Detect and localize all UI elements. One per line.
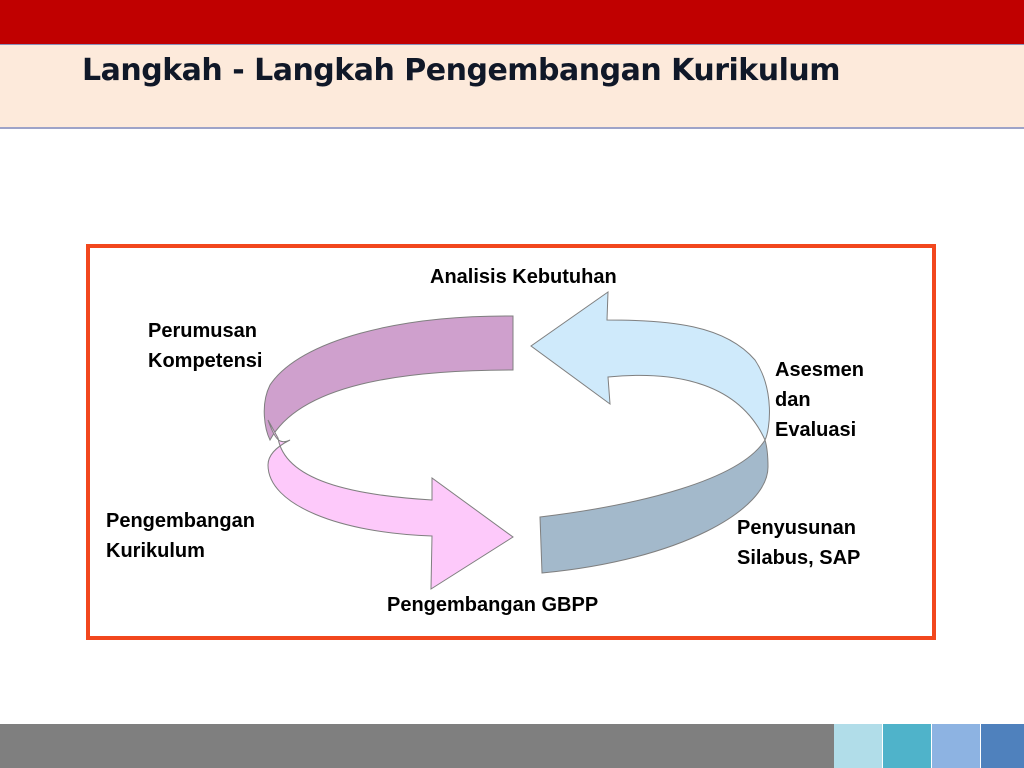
label-perumusan-kompetensi (148, 316, 262, 376)
label-line: Evaluasi (775, 419, 857, 441)
label-penyusunan-silabus (737, 513, 860, 573)
cycle-arrow-top-right (531, 292, 769, 440)
label-line: Kompetensi (148, 350, 263, 372)
cycle-arrow-bottom-right (540, 440, 768, 573)
label-pengembangan-kurikulum (106, 506, 255, 566)
label-asesmen-evaluasi (775, 355, 864, 445)
footer-swatch-3 (932, 724, 980, 768)
slide-title: Langkah - Langkah Pengembangan Kurikulum (82, 53, 841, 88)
label-line: Pengembangan (106, 510, 255, 532)
footer-swatch-2 (883, 724, 931, 768)
label-line: Perumusan (148, 320, 257, 342)
footer-swatch-1 (834, 724, 882, 768)
label-pengembangan-gbpp: Pengembangan GBPP (387, 594, 599, 616)
footer-swatch-4 (981, 724, 1024, 768)
label-line: Kurikulum (106, 540, 205, 562)
cycle-arrow-left-side (268, 420, 513, 589)
label-analisis-kebutuhan: Analisis Kebutuhan (430, 266, 617, 288)
label-line: dan (775, 389, 811, 411)
footer-gray-bar (0, 724, 834, 768)
label-line: Asesmen (775, 359, 864, 381)
cycle-arrow-top-left-top (264, 316, 513, 440)
label-line: Penyusunan (737, 517, 856, 539)
label-line: Silabus, SAP (737, 547, 861, 569)
